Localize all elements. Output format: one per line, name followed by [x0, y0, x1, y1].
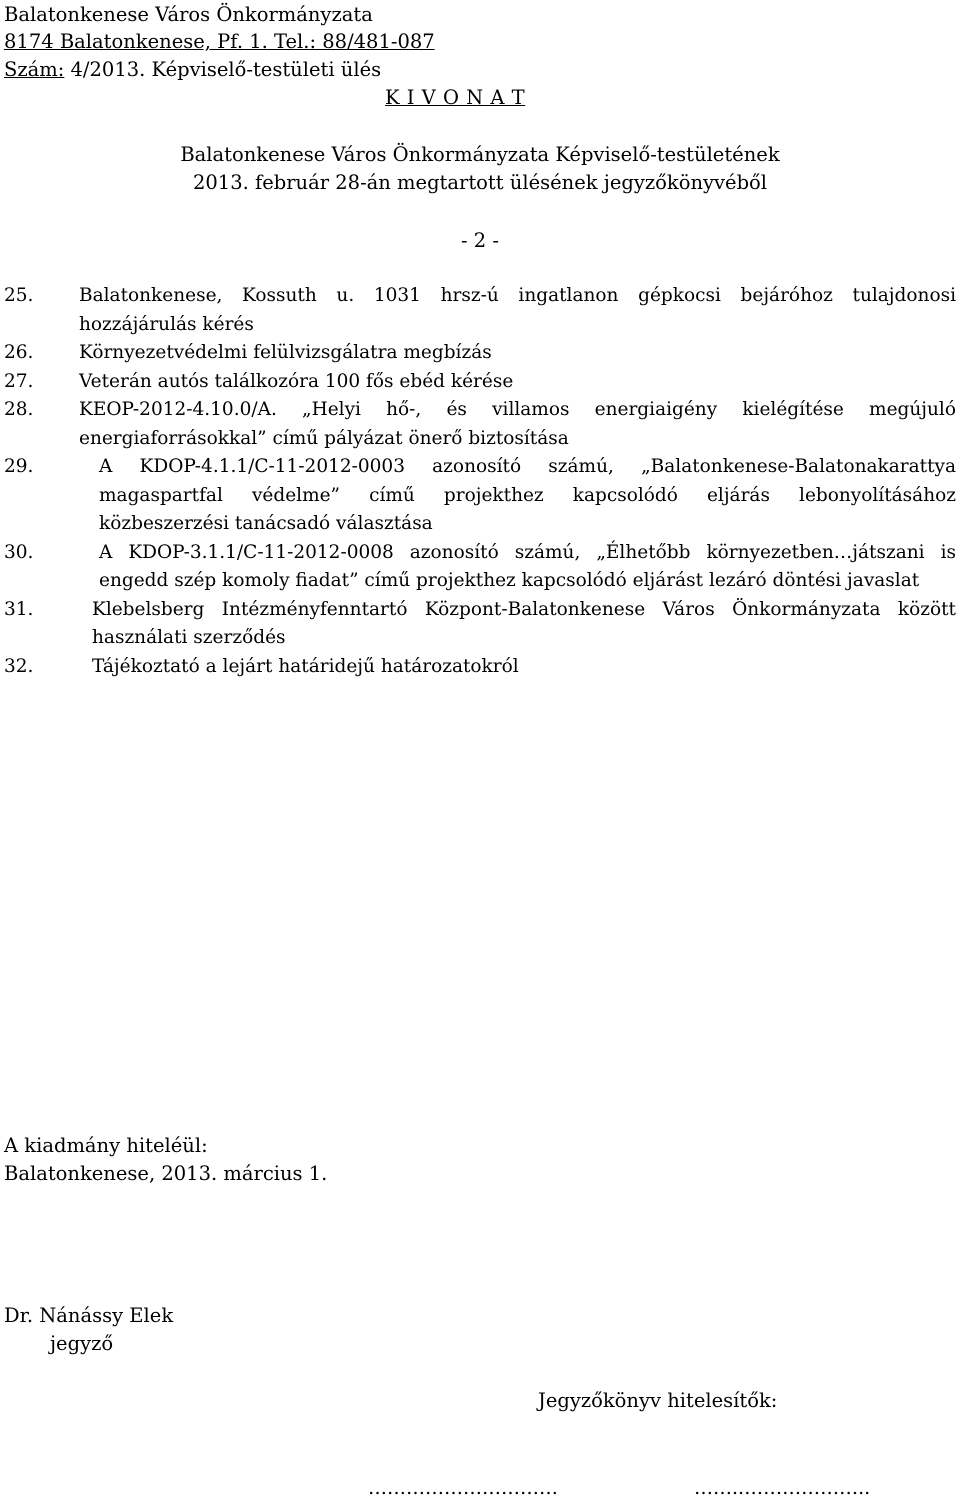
signer-title: jegyző: [50, 1332, 114, 1355]
agenda-item-line: A KDOP-4.1.1/C-11-2012-0003 azonosító számú, „Balatonkenese-Balatonakarattya: [99, 456, 956, 477]
agenda-item-line: engedd szép komoly fiadat” című projekthez kapcsolódó eljárást lezáró döntési javaslat: [99, 570, 920, 591]
signature-line-right: ……..………………..: [694, 1477, 871, 1499]
agenda-item-number: 31.: [4, 598, 34, 620]
agenda-item-28: [4, 396, 956, 453]
agenda-item-line: hozzájárulás kérés: [79, 313, 254, 335]
agenda-item-30: [4, 539, 956, 596]
agenda-item-line: magaspartfal védelme” című projekthez kapcsolódó eljárás lebonyolításához: [99, 484, 956, 506]
title-line-1: Balatonkenese Város Önkormányzata Képviselő-testületének: [180, 143, 780, 166]
agenda-item-line: Tájékoztató a lejárt határidejű határozatokról: [92, 655, 519, 677]
agenda-item-line: Klebelsberg Intézményfenntartó Központ-Balatonkenese Város Önkormányzata között: [92, 598, 956, 620]
agenda-item-number: 25.: [4, 285, 34, 306]
page-number: - 2 -: [461, 229, 499, 252]
agenda-item-line: Környezetvédelmi felülvizsgálatra megbízás: [79, 342, 492, 363]
agenda-item-number: 29.: [4, 456, 34, 477]
agenda-item-line: közbeszerzési tanácsadó választása: [99, 513, 433, 534]
document-type-heading: K I V O N A T: [385, 86, 526, 109]
agenda-item-27: [4, 368, 956, 397]
agenda-item-31: [4, 596, 956, 653]
issuer-address-text: 8174 Balatonkenese, Pf. 1. Tel.: 88/481-087: [4, 30, 435, 53]
agenda-item-line: energiaforrásokkal” című pályázat önerő biztosítása: [79, 427, 569, 449]
agenda-item-number: 30.: [4, 541, 34, 563]
document-number-value: 4/2013. Képviselő-testületi ülés: [64, 58, 382, 81]
issuer-name: Balatonkenese Város Önkormányzata: [4, 3, 373, 26]
agenda-item-29: [4, 453, 956, 539]
agenda-item-number: 32.: [4, 655, 34, 677]
document-number: [4, 57, 381, 83]
agenda-list: [4, 282, 956, 681]
agenda-item-25: [4, 282, 956, 339]
agenda-item-line: Veterán autós találkozóra 100 fős ebéd kérése: [79, 370, 514, 392]
agenda-item-number: 26.: [4, 342, 34, 363]
agenda-item-line: A KDOP-3.1.1/C-11-2012-0008 azonosító számú, „Élhetőbb környezetben…játszani is: [99, 541, 956, 563]
place-and-date: Balatonkenese, 2013. március 1.: [4, 1162, 328, 1185]
title-line-2: 2013. február 28-án megtartott ülésének jegyzőkönyvéből: [192, 171, 768, 194]
agenda-item-26: [4, 339, 956, 368]
attestation-label: A kiadmány hiteléül:: [4, 1134, 208, 1157]
agenda-item-number: 28.: [4, 399, 34, 420]
signer-name: Dr. Nánássy Elek: [4, 1304, 174, 1327]
authenticators-label: Jegyzőkönyv hitelesítők:: [538, 1389, 778, 1412]
issuer-address: [4, 29, 435, 55]
agenda-item-line: használati szerződés: [92, 627, 286, 648]
agenda-item-32: [4, 653, 956, 682]
agenda-item-line: KEOP-2012-4.10.0/A. „Helyi hő-, és villamos energiaigény kielégítése megújuló: [79, 399, 956, 420]
agenda-item-line: Balatonkenese, Kossuth u. 1031 hrsz-ú ingatlanon gépkocsi bejáróhoz tulajdonosi: [79, 285, 956, 306]
agenda-item-number: 27.: [4, 370, 34, 392]
document-number-label: Szám:: [4, 58, 65, 81]
signature-line-left: …………………………: [368, 1477, 558, 1499]
